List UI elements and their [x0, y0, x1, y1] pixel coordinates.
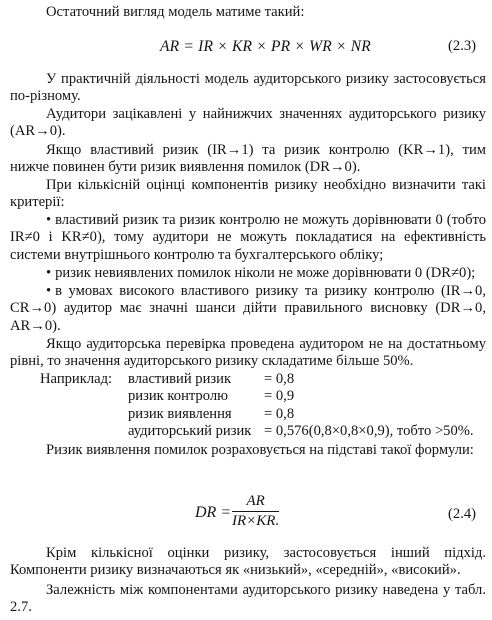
- formula-dr-number: (2.4): [448, 506, 476, 522]
- formula-ar: [0, 38, 492, 60]
- formula-ar-expression: AR = IR × KR × PR × WR × NR: [160, 38, 371, 55]
- bullet-dot-icon: •: [46, 212, 52, 228]
- bullet-dot-icon: •: [46, 265, 52, 281]
- paragraph-if: Якщо властивий ризик (IR→1) та ризик контролю (KR→1), тим нижче повинен бути ризик виявлення помилок (DR→0).: [10, 142, 486, 176]
- example-value: = 0,8: [264, 371, 295, 387]
- bullet-text: властивий ризик та ризик контролю не можуть дорівнювати 0 (тобто IR≠0 і KR≠0), тому аудитори не можуть покладатися на ефективність системи внутрішнього контролю та бухгалтерського обліку;: [10, 212, 486, 263]
- paragraph-dr: Ризик виявлення помилок розраховується на підставі такої формули:: [46, 442, 474, 458]
- example-label: ризик виявлення: [128, 405, 232, 422]
- example-value: = 0,576(0,8×0,8×0,9), тобто >50%.: [264, 423, 474, 440]
- paragraph-insufficient: Якщо аудиторська перевірка проведена аудитором не на достатньому рівні, то значення аудиторського ризику складатиме більше 50%.: [10, 336, 486, 370]
- intro-line: Остаточний вигляд модель матиме такий:: [46, 4, 305, 20]
- bullet-item: [10, 265, 486, 282]
- formula-ar-number: (2.3): [448, 38, 476, 54]
- bullet-item: [10, 212, 486, 264]
- formula-dr-fraction: [232, 492, 279, 531]
- paragraph-interest: Аудитори зацікавлені у найнижчих значеннях аудиторського ризику (AR→0).: [10, 106, 486, 140]
- formula-dr: [0, 492, 492, 538]
- example-row: [40, 371, 490, 388]
- formula-dr-numerator: AR: [232, 492, 279, 512]
- formula-dr-lhs: DR =: [195, 504, 232, 521]
- paragraph-table-ref: Залежність між компонентами аудиторського ризику наведена у табл. 2.7.: [10, 582, 486, 616]
- example-row: [40, 388, 490, 405]
- paragraph-criteria: При кількісній оцінці компонентів ризику необхідно визначити такі критерії:: [10, 177, 486, 211]
- bullet-text: ризик невиявлених помилок ніколи не може дорівнювати 0 (DR≠0);: [55, 265, 476, 281]
- formula-dr-denominator: IR×KR.: [232, 513, 280, 529]
- example-lead: Наприклад:: [40, 371, 113, 387]
- example-block: [40, 371, 490, 441]
- example-row: [40, 423, 490, 440]
- example-label: ризик контролю: [128, 388, 229, 405]
- example-row: [40, 406, 490, 423]
- bullet-text: в умовах високого властивого ризику та ризику контролю (IR→0, CR→0) аудитор має значні шанси дійти правильного висновку (DR→0, AR→0).: [10, 283, 486, 334]
- example-label: властивий ризик: [128, 371, 232, 387]
- example-value: = 0,8: [264, 405, 295, 422]
- paragraph-practice: У практичній діяльності модель аудиторського ризику застосовується по-різному.: [10, 71, 486, 105]
- bullet-item: [10, 283, 486, 335]
- bullet-dot-icon: •: [46, 283, 52, 299]
- example-label: аудиторський ризик: [128, 423, 252, 440]
- paragraph-other: Крім кількісної оцінки ризику, застосовується інший підхід. Компоненти ризику визначаються як «низький», «середній», «високий».: [10, 545, 486, 579]
- example-value: = 0,9: [264, 388, 295, 405]
